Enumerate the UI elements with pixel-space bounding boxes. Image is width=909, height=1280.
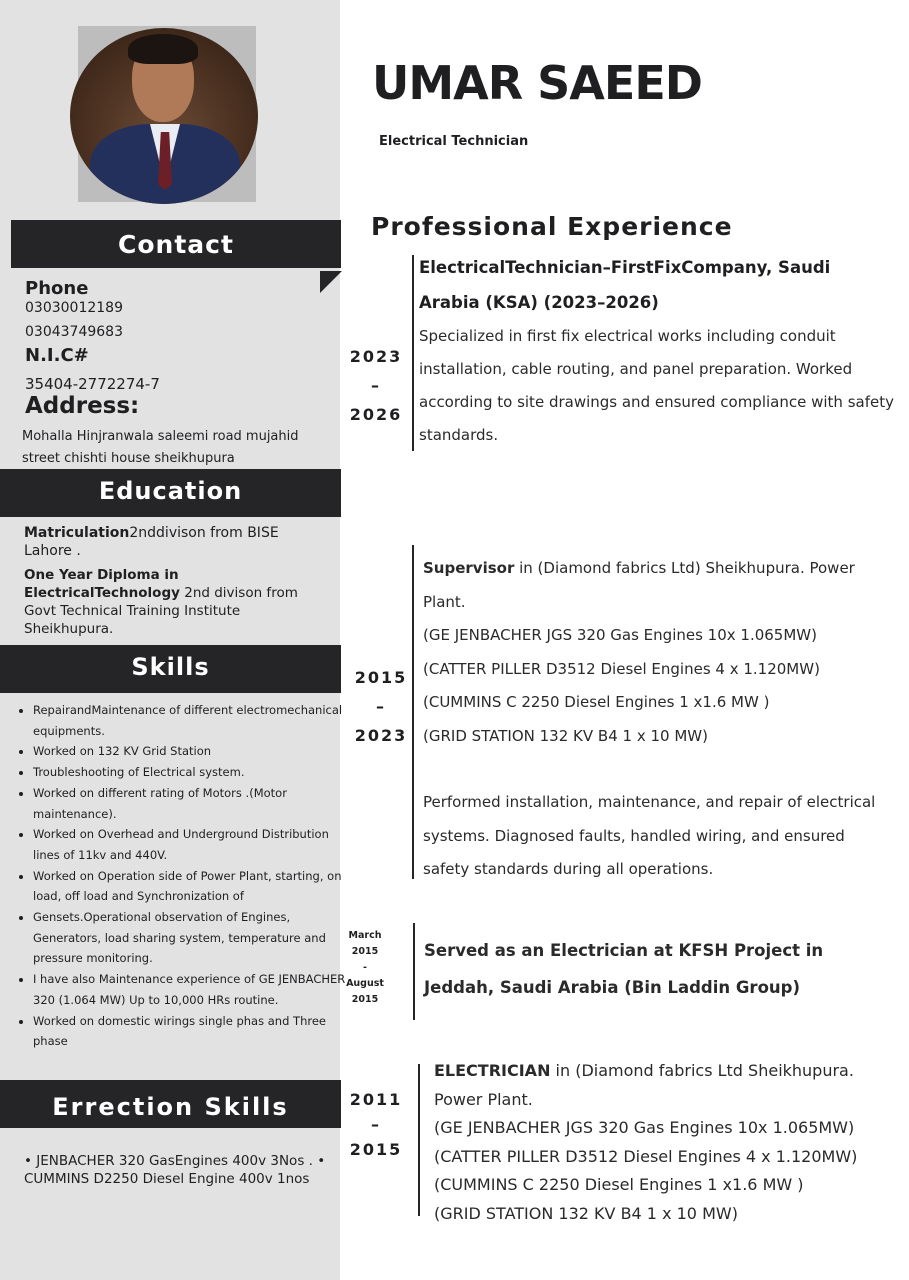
timeline-line bbox=[418, 1064, 420, 1216]
job-2 bbox=[423, 552, 893, 887]
job-role: Electrical Technician bbox=[379, 134, 529, 149]
job-2-title: Supervisor in (Diamond fabrics Ltd) Sheikhupura. Power Plant. bbox=[423, 559, 855, 611]
experience-heading: Professional Experience bbox=[371, 212, 733, 241]
timeline-line bbox=[413, 923, 415, 1020]
job-1-title: ElectricalTechnician–FirstFixCompany, Saudi Arabia (KSA) (2023–2026) bbox=[419, 258, 831, 312]
erection-skills-text: • JENBACHER 320 GasEngines 400v 3Nos . • CUMMINS D2250 Diesel Engine 400v 1nos bbox=[24, 1153, 326, 1187]
education-item-diploma: One Year Diploma in ElectricalTechnology 2nd divison from Govt Technical Training Institute Sheikhupura. bbox=[24, 567, 298, 637]
skill-item: • Troubleshooting of Electrical system. bbox=[33, 762, 355, 783]
job-3-title: Served as an Electrician at KFSH Project in Jeddah, Saudi Arabia (Bin Laddin Group) bbox=[424, 941, 824, 997]
skills-heading: Skills bbox=[0, 645, 341, 693]
job-3 bbox=[424, 932, 844, 1006]
skill-item: • Worked on 132 KV Grid Station bbox=[33, 741, 355, 762]
skill-item: • I have also Maintenance experience of GE JENBACHER 320 (1.064 MW) Up to 10,000 HRs routine. bbox=[33, 969, 355, 1010]
job-4-line: (CUMMINS C 2250 Diesel Engines 1 x1.6 MW ) bbox=[434, 1175, 804, 1194]
education-item-matric: Matriculation2nddivison from BISE Lahore . bbox=[24, 525, 279, 559]
phone-label: Phone bbox=[25, 278, 89, 299]
job-2-line: (GE JENBACHER JGS 320 Gas Engines 10x 1.065MW) bbox=[423, 626, 817, 644]
job-4-line: (GE JENBACHER JGS 320 Gas Engines 10x 1.065MW) bbox=[434, 1118, 855, 1137]
contact-heading: Contact bbox=[11, 220, 341, 268]
job-2-description: Performed installation, maintenance, and repair of electrical systems. Diagnosed faults, handled wiring, and ensured safety standards during all operations. bbox=[423, 793, 876, 878]
skill-item: • Worked on Overhead and Underground Distribution lines of 11kv and 440V. bbox=[33, 824, 355, 865]
job-2-line: (GRID STATION 132 KV B4 1 x 10 MW) bbox=[423, 726, 708, 745]
address-text: Mohalla Hinjranwala saleemi road mujahid street chishti house sheikhupura bbox=[22, 429, 299, 466]
skill-item: • Worked on different rating of Motors .(Motor maintenance). bbox=[33, 783, 355, 824]
contact-corner-decoration bbox=[320, 271, 342, 293]
person-name: UMAR SAEED bbox=[372, 56, 702, 110]
job-4-years: 2011 – 2015 bbox=[349, 1090, 403, 1159]
job-2-years: 2015 – 2023 bbox=[354, 668, 408, 745]
job-4-title: ELECTRICIAN in (Diamond fabrics Ltd Sheikhupura. Power Plant. bbox=[434, 1061, 854, 1109]
education-heading: Education bbox=[0, 469, 341, 517]
timeline-line bbox=[412, 255, 414, 451]
phone-number-2: 03043749683 bbox=[25, 324, 123, 340]
job-4 bbox=[434, 1057, 894, 1228]
job-4-line: (GRID STATION 132 KV B4 1 x 10 MW) bbox=[434, 1203, 738, 1223]
job-1-years: 2023 – 2026 bbox=[349, 347, 403, 424]
profile-photo bbox=[70, 28, 258, 204]
skills-list bbox=[14, 700, 355, 1052]
skill-item: • Worked on Operation side of Power Plant, starting, on load, off load and Synchronization of bbox=[33, 866, 355, 907]
address-label: Address: bbox=[25, 393, 140, 419]
skill-item: • Worked on domestic wirings single phas and Three phase bbox=[33, 1011, 355, 1052]
nic-label: N.I.C# bbox=[25, 345, 89, 366]
job-2-line: (CUMMINS C 2250 Diesel Engines 1 x1.6 MW ) bbox=[423, 693, 770, 711]
job-3-years: March 2015 - August 2015 bbox=[346, 930, 384, 1005]
skill-item: • Gensets.Operational observation of Engines, Generators, load sharing system, temperature and pressure monitoring. bbox=[33, 907, 355, 969]
phone-number-1: 03030012189 bbox=[25, 300, 123, 316]
job-4-line: (CATTER PILLER D3512 Diesel Engines 4 x 1.120MW) bbox=[434, 1146, 858, 1166]
erection-skills-heading: Errection Skills bbox=[0, 1080, 341, 1128]
job-1 bbox=[419, 250, 894, 452]
job-2-line: (CATTER PILLER D3512 Diesel Engines 4 x 1.120MW) bbox=[423, 659, 820, 678]
job-1-description: Specialized in first fix electrical works including conduit installation, cable routing, and panel preparation. Worked according to site drawings and ensured compliance with safety standards. bbox=[419, 327, 894, 444]
skill-item: • RepairandMaintenance of different electromechanical equipments. bbox=[33, 700, 355, 741]
nic-number: 35404-2772274-7 bbox=[25, 375, 160, 393]
